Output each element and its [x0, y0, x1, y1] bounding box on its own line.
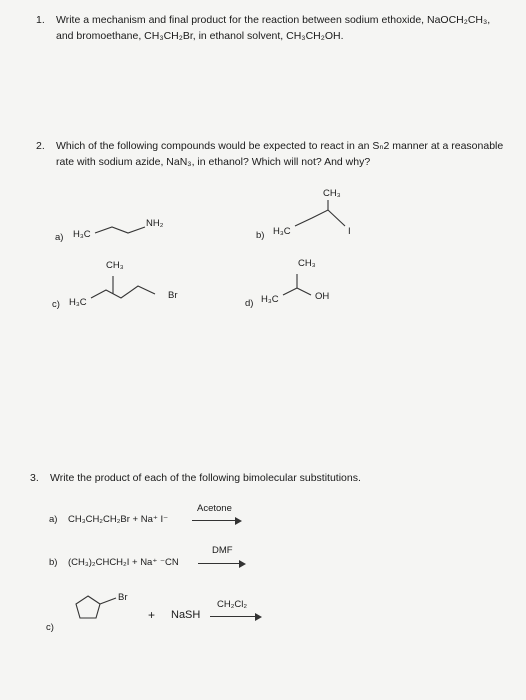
plus-sign: + [148, 608, 156, 622]
reaction-arrow [192, 520, 240, 521]
item-label: a) [55, 232, 64, 243]
bromo-group: Br [118, 592, 128, 603]
methyl-branch: CH₃ [298, 258, 316, 269]
reaction-arrow [198, 563, 244, 564]
methyl-group: H₃C [69, 297, 87, 308]
question-text-line1: Write the product of each of the following bimolecular substitutions. [50, 472, 361, 484]
bond-skeleton [91, 270, 171, 310]
solvent-label: DMF [212, 545, 233, 556]
solvent-label: CH₂Cl₂ [217, 599, 248, 610]
methyl-branch: CH₃ [106, 260, 124, 271]
item-label: a) [49, 514, 58, 525]
reactants: (CH₃)₂CHCH₂I + Na⁺ ⁻CN [68, 557, 179, 568]
iodo-group: I [348, 226, 351, 237]
question-2 [36, 138, 516, 172]
bond-skeleton [295, 198, 355, 238]
reagent: NaSH [171, 609, 201, 621]
question-text-line1: Write a mechanism and final product for the reaction between sodium ethoxide, NaOCH₂CH₃, [56, 14, 491, 26]
question-text-line2: and bromoethane, CH₃CH₂Br, in ethanol solvent, CH₃CH₂OH. [56, 30, 344, 42]
item-label: c) [46, 622, 54, 633]
amine-group: NH₂ [146, 218, 164, 229]
question-text-line2: rate with sodium azide, NaN₃, in ethanol? Which will not? And why? [56, 156, 371, 168]
solvent-label: Acetone [197, 503, 232, 514]
methyl-group: H₃C [73, 229, 91, 240]
item-label: b) [49, 557, 58, 568]
reaction-arrow [210, 616, 260, 617]
item-label: c) [52, 299, 60, 310]
question-1 [36, 12, 516, 46]
bromo-group: Br [168, 290, 178, 301]
methyl-branch: CH₃ [323, 188, 341, 199]
item-label: b) [256, 230, 265, 241]
question-number: 1. [36, 14, 45, 26]
question-number: 3. [30, 472, 39, 484]
methyl-group: H₃C [261, 294, 279, 305]
question-3 [30, 470, 510, 488]
question-number: 2. [36, 140, 45, 152]
reactants: CH₃CH₂CH₂Br + Na⁺ I⁻ [68, 514, 169, 525]
hydroxyl-group: OH [315, 291, 330, 302]
item-label: d) [245, 298, 254, 309]
question-text-line1: Which of the following compounds would be expected to react in an Sₙ2 manner at a reasonable [56, 140, 504, 152]
methyl-group: H₃C [273, 226, 291, 237]
